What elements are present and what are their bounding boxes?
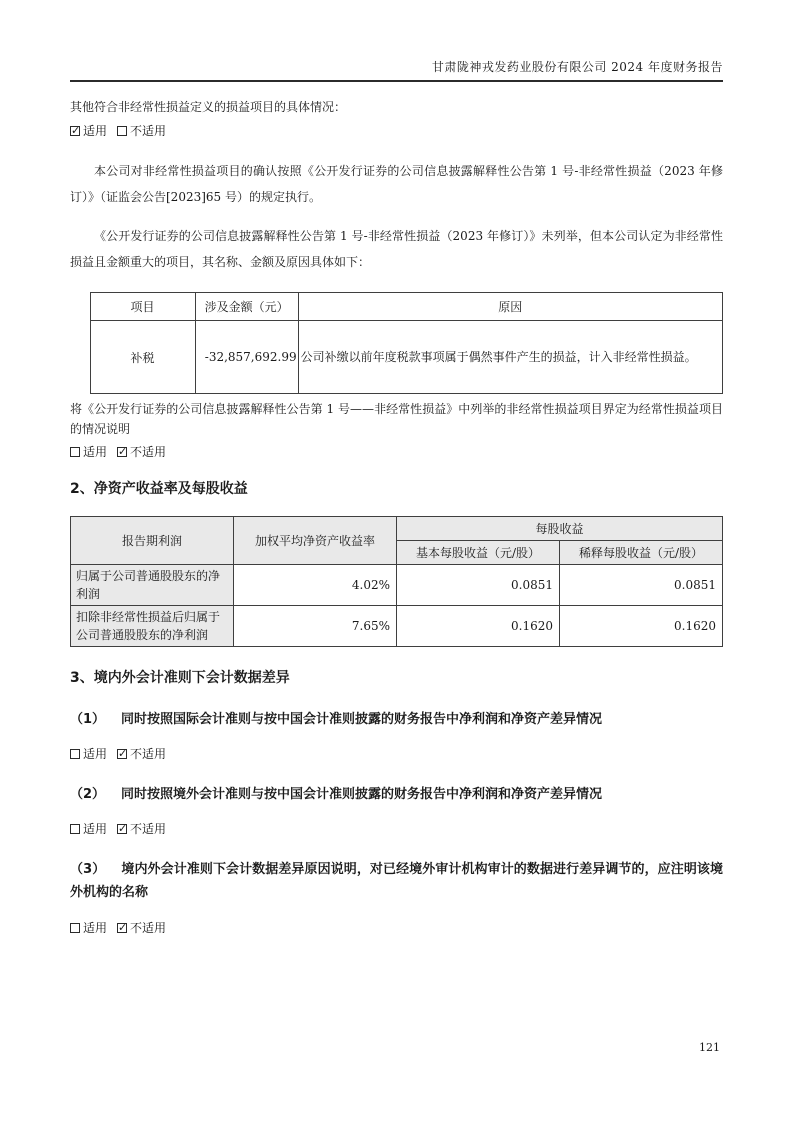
cell-basic-eps-value: 0.1620 bbox=[397, 606, 560, 647]
applicable-option bbox=[70, 445, 107, 459]
header-cell-basic-eps: 基本每股收益（元/股） bbox=[397, 541, 560, 565]
checkbox-applicable-icon bbox=[70, 126, 80, 136]
header-cell-item: 项目 bbox=[90, 293, 195, 321]
subsection-number: （3） bbox=[70, 862, 106, 877]
not-applicable-option bbox=[117, 747, 166, 761]
roe-eps-table bbox=[70, 516, 723, 647]
applicable-label: 适用 bbox=[83, 921, 108, 935]
eps-row-net-profit bbox=[71, 565, 723, 606]
header-rule bbox=[70, 80, 723, 82]
applicability-row-reclass-note bbox=[70, 445, 723, 460]
table-header-row bbox=[90, 293, 722, 321]
not-applicable-option bbox=[117, 822, 166, 836]
cell-diluted-eps-value: 0.1620 bbox=[560, 606, 723, 647]
eps-header-row-1 bbox=[71, 517, 723, 541]
not-applicable-option bbox=[117, 921, 166, 935]
checkbox-not-applicable-icon bbox=[117, 126, 127, 136]
applicable-option bbox=[70, 124, 107, 138]
section-heading-accounting-diff: 3、境内外会计准则下会计数据差异 bbox=[70, 670, 290, 686]
applicability-row-sub2 bbox=[70, 822, 723, 837]
eps-row-net-profit-excl-nonrecurring bbox=[71, 606, 723, 647]
checkbox-applicable-icon bbox=[70, 923, 80, 933]
checkbox-not-applicable-icon bbox=[117, 824, 127, 834]
not-applicable-option bbox=[117, 445, 166, 459]
cell-row-label: 归属于公司普通股股东的净利润 bbox=[71, 565, 234, 606]
header-cell-reason: 原因 bbox=[298, 293, 722, 321]
not-applicable-label: 不适用 bbox=[130, 445, 167, 459]
cell-item-name: 补税 bbox=[90, 321, 195, 394]
cell-roe-value: 7.65% bbox=[234, 606, 397, 647]
subsection-heading-2 bbox=[70, 783, 723, 806]
header-cell-weighted-roe: 加权平均净资产收益率 bbox=[234, 517, 397, 565]
subsection-number: （1） bbox=[70, 712, 106, 727]
not-applicable-label: 不适用 bbox=[130, 921, 167, 935]
cell-roe-value: 4.02% bbox=[234, 565, 397, 606]
subsection-text: 同时按照国际会计准则与按中国会计准则披露的财务报告中净利润和净资产差异情况 bbox=[121, 712, 603, 727]
checkbox-applicable-icon bbox=[70, 824, 80, 834]
paragraph-confirmation-basis: 本公司对非经常性损益项目的确认按照《公开发行证券的公司信息披露解释性公告第 1 号-非经常性损益（2023 年修订）》（证监会公告[2023]65 号）的规定执行。 bbox=[70, 164, 723, 204]
not-applicable-label: 不适用 bbox=[130, 747, 167, 761]
nonrecurring-items-table bbox=[90, 292, 723, 394]
applicable-label: 适用 bbox=[83, 445, 108, 459]
report-title: 甘肃陇神戎发药业股份有限公司 2024 年度财务报告 bbox=[431, 60, 723, 74]
checkbox-applicable-icon bbox=[70, 749, 80, 759]
applicable-option bbox=[70, 747, 107, 761]
applicable-label: 适用 bbox=[83, 747, 108, 761]
subsection-heading-3 bbox=[70, 858, 723, 904]
applicability-row-sub1 bbox=[70, 747, 723, 762]
paragraph-unlisted-items: 《公开发行证券的公司信息披露解释性公告第 1 号-非经常性损益（2023 年修订）》未列举，但本公司认定为非经常性损益且金额重大的项目，其名称、金额及原因具体如下： bbox=[70, 229, 723, 269]
subsection-text: 境内外会计准则下会计数据差异原因说明，对已经境外审计机构审计的数据进行差异调节的，应注明该境外机构的名称 bbox=[70, 862, 723, 900]
cell-diluted-eps-value: 0.0851 bbox=[560, 565, 723, 606]
subsection-text: 同时按照境外会计准则与按中国会计准则披露的财务报告中净利润和净资产差异情况 bbox=[121, 787, 603, 802]
applicable-option bbox=[70, 822, 107, 836]
applicability-row-sub3 bbox=[70, 921, 723, 936]
header-cell-eps-group: 每股收益 bbox=[397, 517, 723, 541]
intro-line: 其他符合非经常性损益定义的损益项目的具体情况： bbox=[70, 100, 347, 114]
cell-basic-eps-value: 0.0851 bbox=[397, 565, 560, 606]
applicable-option bbox=[70, 921, 107, 935]
cell-item-amount: -32,857,692.99 bbox=[195, 321, 298, 394]
not-applicable-option bbox=[117, 124, 166, 138]
checkbox-applicable-icon bbox=[70, 447, 80, 457]
checkbox-not-applicable-icon bbox=[117, 749, 127, 759]
report-content bbox=[70, 99, 723, 936]
header-cell-report-period-profit: 报告期利润 bbox=[71, 517, 234, 565]
report-header bbox=[70, 0, 723, 82]
checkbox-not-applicable-icon bbox=[117, 447, 127, 457]
applicable-label: 适用 bbox=[83, 822, 108, 836]
checkbox-not-applicable-icon bbox=[117, 923, 127, 933]
page-number: 121 bbox=[699, 1041, 720, 1054]
subsection-heading-1 bbox=[70, 708, 723, 731]
section-heading-roe-eps: 2、净资产收益率及每股收益 bbox=[70, 481, 248, 497]
note-reclassification: 将《公开发行证券的公司信息披露解释性公告第 1 号——非经常性损益》中列举的非经常性损益项目界定为经常性损益项目的情况说明 bbox=[70, 402, 723, 436]
header-cell-amount: 涉及金额（元） bbox=[195, 293, 298, 321]
not-applicable-label: 不适用 bbox=[130, 124, 167, 138]
table-row bbox=[90, 321, 722, 394]
header-cell-diluted-eps: 稀释每股收益（元/股） bbox=[560, 541, 723, 565]
subsection-number: （2） bbox=[70, 787, 106, 802]
cell-row-label: 扣除非经常性损益后归属于公司普通股股东的净利润 bbox=[71, 606, 234, 647]
not-applicable-label: 不适用 bbox=[130, 822, 167, 836]
applicability-row-other-items bbox=[70, 124, 723, 139]
cell-item-reason: 公司补缴以前年度税款事项属于偶然事件产生的损益，计入非经常性损益。 bbox=[298, 321, 722, 394]
applicable-label: 适用 bbox=[83, 124, 108, 138]
